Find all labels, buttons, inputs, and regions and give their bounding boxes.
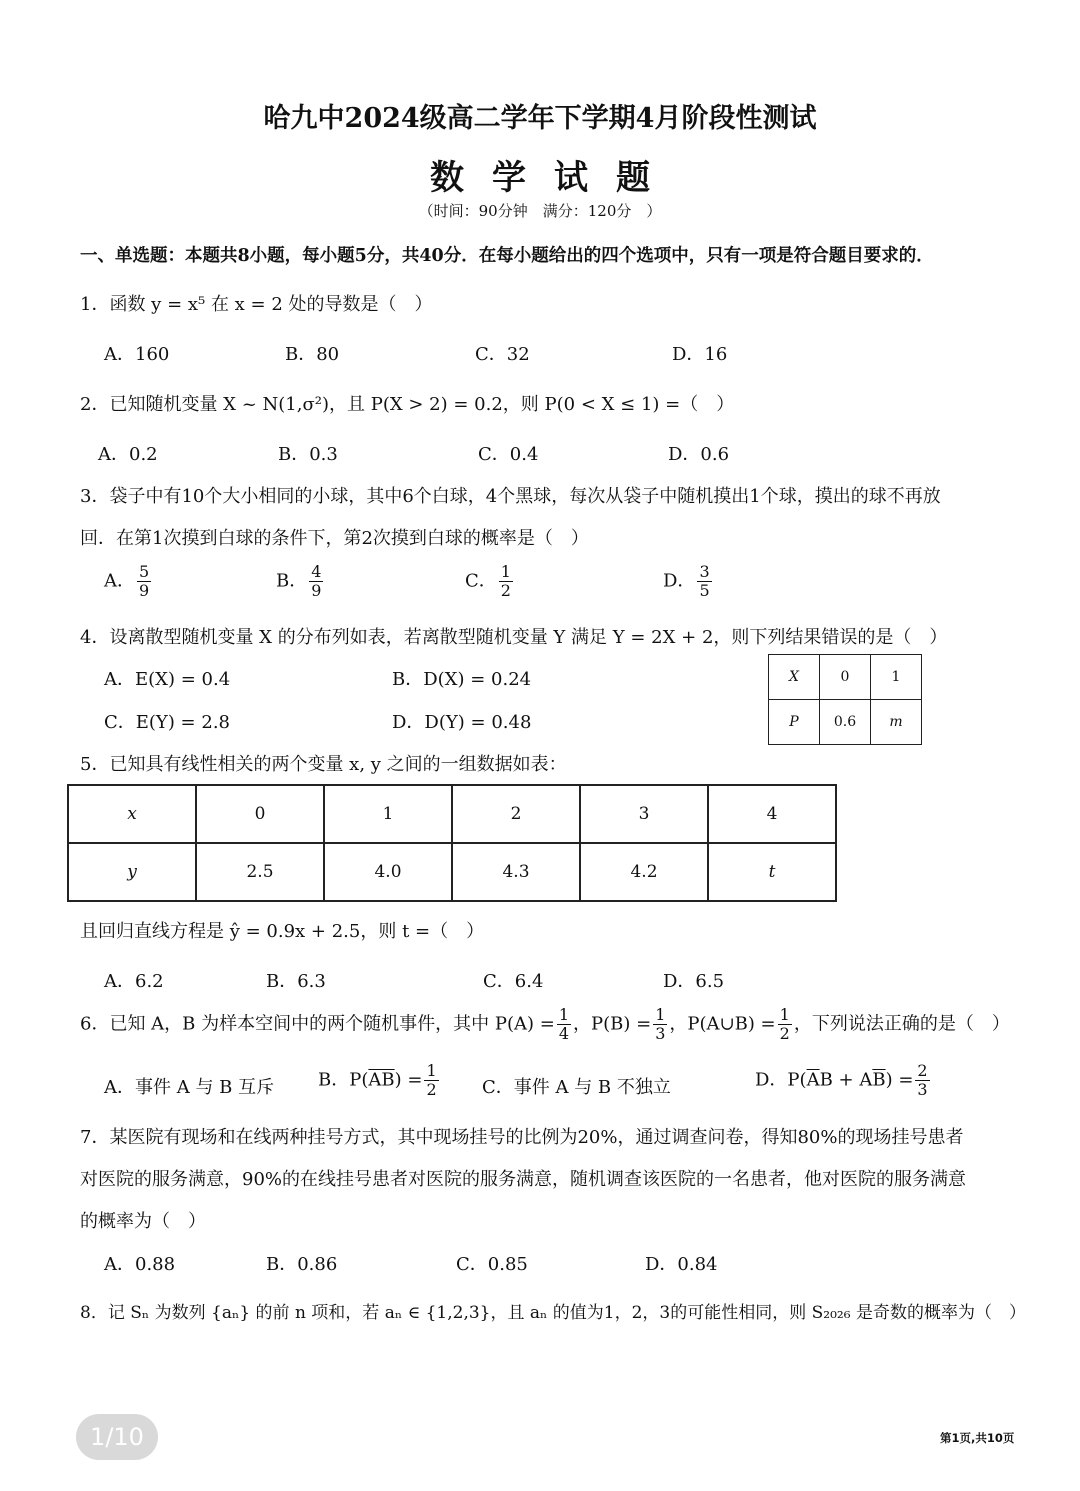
fraction: $\frac{1}{3}$ (655, 1005, 666, 1043)
table-row (68, 843, 836, 901)
question-7-line3: 的概率为（ ） (80, 1211, 206, 1232)
q6-option-d: D．$P(\overline{A}B + A\overline{B})$ = $\frac{2}{3}$ (755, 1061, 928, 1099)
q7-option-d: D．0.84 (645, 1254, 718, 1275)
q4-option-a: A．E(X) = 0.4 (104, 669, 231, 690)
question-5-stem: 5．已知具有线性相关的两个变量 x, y 之间的一组数据如表： (80, 754, 567, 775)
table-cell: 0.6 (820, 700, 871, 745)
fraction: $\frac{1}{2}$ (500, 562, 511, 600)
section-heading: 一、单选题：本题共8小题，每小题5分，共40分．在每小题给出的四个选项中，只有一项是符合题目要求的． (80, 246, 934, 266)
fraction: $\frac{4}{9}$ (311, 562, 322, 600)
table-cell: m (871, 700, 922, 745)
table-cell: 1 (324, 785, 452, 843)
q3-option-b (276, 563, 325, 600)
page-footer: 第1页,共10页 (940, 1431, 1015, 1445)
q6-option-b: B．$P(\overline{AB})$ = $\frac{1}{2}$ (318, 1061, 437, 1099)
q7-option-c: C．0.85 (456, 1254, 528, 1275)
q6-option-c: C．事件 A 与 B 不独立 (482, 1077, 671, 1098)
q7-option-b: B．0.86 (266, 1254, 338, 1275)
fraction: $\frac{5}{9}$ (139, 562, 150, 600)
q2-option-c: C．0.4 (478, 444, 539, 465)
q4-option-d: D．D(Y) = 0.48 (392, 712, 532, 733)
question-3-stem-line2: 回．在第1次摸到白球的条件下，第2次摸到白球的概率是（ ） (80, 528, 589, 549)
fraction: $\frac{1}{2}$ (426, 1061, 437, 1099)
table-cell: 0 (196, 785, 324, 843)
exam-info: （时间：90分钟 满分：120分 ） (418, 202, 662, 220)
distribution-table (768, 654, 922, 745)
question-8-stem: 8．记 Sₙ 为数列 {aₙ} 的前 n 项和，若 aₙ ∈ {1,2,3}，且 aₙ 的值为1，2，3的可能性相同，则 S₂₀₂₆ 是奇数的概率为（ ） (80, 1303, 1026, 1323)
table-row (769, 655, 922, 700)
exam-title: 哈九中2024级高二学年下学期4月阶段性测试 (263, 103, 817, 134)
question-7-line2: 对医院的服务满意，90%的在线挂号患者对医院的服务满意，随机调查该医院的一名患者，他对医院的服务满意 (80, 1169, 967, 1190)
question-6-stem: 6．已知 A，B 为样本空间中的两个随机事件，其中 P(A) = $\frac{1}{4}$ ，P(B) = $\frac{1}{3}$ ，P(A∪B) = $\frac{1}{2}$ ，下列说法正确的是（ ） (80, 1005, 1010, 1043)
q6-option-a: A．事件 A 与 B 互斥 (104, 1077, 275, 1098)
table-cell: 4.0 (324, 843, 452, 901)
option-label: D． (663, 570, 696, 592)
data-table (67, 784, 837, 902)
table-cell: 1 (871, 655, 922, 700)
q4-option-c: C．E(Y) = 2.8 (104, 712, 230, 733)
q1-option-a: A．160 (104, 344, 170, 365)
fraction: $\frac{1}{4}$ (558, 1005, 569, 1043)
question-2-stem: 2．已知随机变量 X ~ N(1,σ²)，且 P(X > 2) = 0.2，则 P(0 < X ≤ 1) =（ ） (80, 394, 735, 415)
subject-title: 数学试题 (430, 158, 678, 198)
question-5-follow: 且回归直线方程是 ŷ = 0.9x + 2.5，则 t =（ ） (80, 921, 485, 942)
q4-option-b: B．D(X) = 0.24 (392, 669, 532, 690)
q5-option-a: A．6.2 (104, 971, 164, 992)
q1-option-d: D．16 (672, 344, 728, 365)
table-cell: 3 (580, 785, 708, 843)
table-cell: X (769, 655, 820, 700)
table-cell: y (68, 843, 196, 901)
page-indicator[interactable]: 1/10 (76, 1414, 158, 1460)
q5-option-c: C．6.4 (483, 971, 544, 992)
q3-option-c (465, 563, 515, 600)
question-3-stem-line1: 3．袋子中有10个大小相同的小球，其中6个白球，4个黑球，每次从袋子中随机摸出1个球，摸出的球不再放 (80, 486, 941, 507)
option-label: B． (276, 570, 308, 592)
fraction: $\frac{2}{3}$ (917, 1061, 928, 1099)
table-cell: 4.2 (580, 843, 708, 901)
table-cell: t (708, 843, 836, 901)
q7-option-a: A．0.88 (104, 1254, 176, 1275)
table-cell: 4.3 (452, 843, 580, 901)
option-label: A． (104, 570, 135, 592)
question-1-stem: 1．函数 y = x⁵ 在 x = 2 处的导数是（ ） (80, 294, 433, 315)
table-cell: 2.5 (196, 843, 324, 901)
q1-option-c: C．32 (475, 344, 530, 365)
table-row (68, 785, 836, 843)
table-cell: 2 (452, 785, 580, 843)
fraction: $\frac{1}{2}$ (779, 1005, 790, 1043)
q2-option-b: B．0.3 (278, 444, 338, 465)
q1-option-b: B．80 (285, 344, 340, 365)
table-cell: 0 (820, 655, 871, 700)
q5-option-d: D．6.5 (663, 971, 725, 992)
q5-option-b: B．6.3 (266, 971, 326, 992)
q3-option-d (663, 563, 714, 600)
question-4-stem: 4．设离散型随机变量 X 的分布列如表，若离散型随机变量 Y 满足 Y = 2X + 2，则下列结果错误的是（ ） (80, 627, 948, 648)
fraction: $\frac{3}{5}$ (699, 562, 710, 600)
table-cell: P (769, 700, 820, 745)
table-cell: x (68, 785, 196, 843)
q2-option-d: D．0.6 (668, 444, 730, 465)
q2-option-a: A．0.2 (98, 444, 158, 465)
table-cell: 4 (708, 785, 836, 843)
question-7-line1: 7．某医院有现场和在线两种挂号方式，其中现场挂号的比例为20%，通过调查问卷，得知80%的现场挂号患者 (80, 1127, 964, 1148)
q3-option-a (104, 563, 153, 600)
option-label: C． (465, 570, 497, 592)
table-row (769, 700, 922, 745)
